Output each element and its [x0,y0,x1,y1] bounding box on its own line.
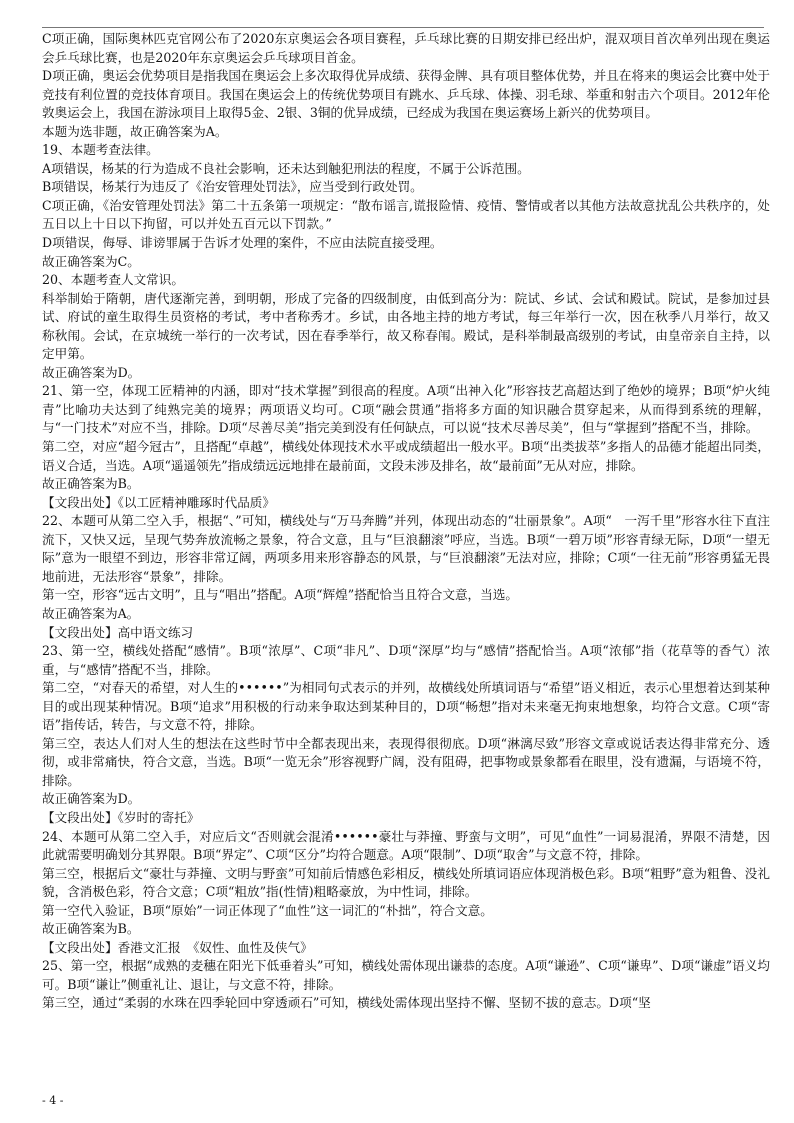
answer-line: 故正确答案为A。 [42,605,140,621]
answer-line: 故正确答案为D。 [42,364,141,380]
source-line: 【文段出处】《岁时的寄托》 [42,809,200,825]
header-rule [42,27,764,28]
question-heading: 19、本题考查法律。 [42,142,159,158]
answer-line: 故正确答案为D。 [42,791,141,807]
paragraph: D项正确，奥运会优势项目是指我国在奥运会上多次取得优异成绩、获得金牌、具有项目整体优势，并且在将来的奥运会比赛中处于竞技有利位置的竞技体育项目。我国在奥运会上的传统优势项目有跳水、乒乓球、体操、羽毛球、举重和射击六个项目。2012年伦敦奥运会上，我国在游泳项目上取得5金、2银、3铜的优异成绩，已经成为我国在奥运赛场上新兴的优势项目。 [42,68,770,121]
paragraph: 本题为选非题，故正确答案为A。 [42,123,228,139]
answer-line: 故正确答案为B。 [42,476,140,492]
paragraph: 第一空代入验证，B项“原始”一词正体现了“血性”这一词汇的“朴拙”，符合文意。 [42,902,493,918]
paragraph: D项错误，侮辱、诽谤罪属于告诉才处理的案件，不应由法院直接受理。 [42,235,443,251]
paragraph: C项正确，国际奥林匹克官网公布了2020东京奥运会各项目赛程，乒乓球比赛的日期安排已经出炉，混双项目首次单列出现在奥运会乒乓球比赛，也是2020年东京奥运会乒乓球项目首金。 [42,31,770,65]
paragraph: 第二空，“对春天的希望，对人生的••••••”为相同句式表示的并列，故横线处所填词语与“希望”语义相近，表示心里想着达到某种目的或出现某种情况。B项“追求”用积极的行动来争取达到某种目的，D项“畅想”指对未来毫无拘束地想象，均符合文意。C项“寄语”指传话，转告，与文意不符，排除。 [42,680,770,733]
paragraph: 24、本题可从第二空入手，对应后文“否则就会混淆••••••豪壮与莽撞、野蛮与文明”，可见“血性”一词易混淆，界限不清楚，因此就需要明确划分其界限。B项“界定”、C项“区分”均符合题意。A项“限制”、D项“取舍”与文意不符，排除。 [42,828,770,863]
paragraph: 第三空，表达人们对人生的想法在这些时节中全都表现出来，表现得很彻底。D项“淋漓尽致”形容文章或说话表达得非常充分、透彻，或非常痛快，符合文意，当选。B项“一览无余”形容视野广阔，没有阻碍，把事物或景象都看在眼里，没有遗漏，与语境不符，排除。 [42,735,770,788]
paragraph: 23、第一空，横线处搭配“感情”。B项“浓厚”、C项“非凡”、D项“深厚”均与“感情”搭配恰当。A项“浓郁”指（花草等的香气）浓重，与“感情”搭配不当，排除。 [42,643,770,677]
page-number: - 4 - [42,1094,64,1107]
source-line: 【文段出处】《以工匠精神雕琢时代品质》 [42,494,275,510]
paragraph: A项错误，杨某的行为造成不良社会影响，还未达到触犯刑法的程度，不属于公诉范围。 [42,160,530,176]
answer-line: 故正确答案为B。 [42,921,140,937]
source-line: 【文段出处】高中语文练习 [42,624,194,640]
paragraph: 第三空，根据后文“豪壮与莽撞、文明与野蛮”可知前后情感色彩相反，横线处所填词语应体现消极色彩。B项“粗野”意为粗鲁、没礼貌，含消极色彩，符合文意；C项“粗放”指(性情)粗略豪放，为中性词，排除。 [42,865,770,900]
answer-line: 故正确答案为C。 [42,253,140,269]
paragraph: 第一空，形容“远古文明”，且与“唱出”搭配。A项“辉煌”搭配恰当且符合文意，当选。 [42,587,518,603]
paragraph: 科举制始于隋朝，唐代逐渐完善，到明朝，形成了完备的四级制度，由低到高分为：院试、乡试、会试和殿试。院试，是参加过县试、府试的童生取得生员资格的考试，考中者称秀才。乡试，由各地主持的地方考试，每三年举行一次，因在秋季八月举行，故又称秋闱。会试，在京城统一举行的一次考试，因在春季举行，故又称春闱。殿试，是科举制最高级别的考试，由皇帝亲自主持，以定甲第。 [42,290,770,362]
paragraph: 25、第一空，根据“成熟的麦穗在阳光下低垂着头”可知，横线处需体现出谦恭的态度。A项“谦逊”、C项“谦卑”、D项“谦虚”语义均可。B项“谦让”侧重礼让、退让，与文意不符，排除。 [42,958,770,992]
paragraph: 21、第一空，体现工匠精神的内涵，即对“技术掌握”到很高的程度。A项“出神入化”形容技艺高超达到了绝妙的境界；B项“炉火纯青”比喻功夫达到了纯熟完美的境界；两项语义均可。C项“融会贯通”指将多方面的知识融合贯穿起来，从而得到系统的理解，与“一门技术”对应不当，排除。D项“尽善尽美”指完美到没有任何缺点，可以说“技术尽善尽美”，但与“掌握到”搭配不当，排除。 [42,383,770,436]
paragraph: 第三空，通过“柔弱的水珠在四季轮回中穿透顽石”可知，横线处需体现出坚持不懈、坚韧不拔的意志。D项“坚 [42,995,651,1011]
paragraph: C项正确，《治安管理处罚法》第二十五条第一项规定：“散布谣言,谎报险情、疫情、警情或者以其他方法故意扰乱公共秩序的，处五日以上十日以下拘留，可以并处五百元以下罚款。” [42,197,770,232]
paragraph: B项错误，杨某行为违反了《治安管理处罚法》，应当受到行政处罚。 [42,179,423,195]
paragraph: 第二空，对应“超今冠古”，且搭配“卓越”，横线处体现技术水平或成绩超出一般水平。B项“出类拔萃”多指人的品德才能超出同类，语义合适，当选。A项“遥遥领先”指成绩远远地排在最前面，文段未涉及排名，故“最前面”无从对应，排除。 [42,439,770,473]
paragraph: 22、本题可从第二空入手，根据“、”可知，横线处与“万马奔腾”并列，体现出动态的“壮丽景象”。A项“ 一泻千里”形容水往下直注流下，又快又远，呈现气势奔放流畅之景象，符合文意，且与“巨浪翻滚”呼应，当选。B项“一碧万顷”形容青绿无际，D项“一望无际”意为一眼望不到边，形容非常辽阔，两项多用来形容静态的风景，与“巨浪翻滚”无法对应，排除；C项“一往无前”形容勇猛无畏地前进，无法形容“景象”，排除。 [42,513,770,584]
question-heading: 20、本题考查人文常识。 [42,272,184,288]
source-line: 【文段出处】香港文汇报 《奴性、血性及侠气》 [42,939,313,955]
document-body [42,30,770,1013]
